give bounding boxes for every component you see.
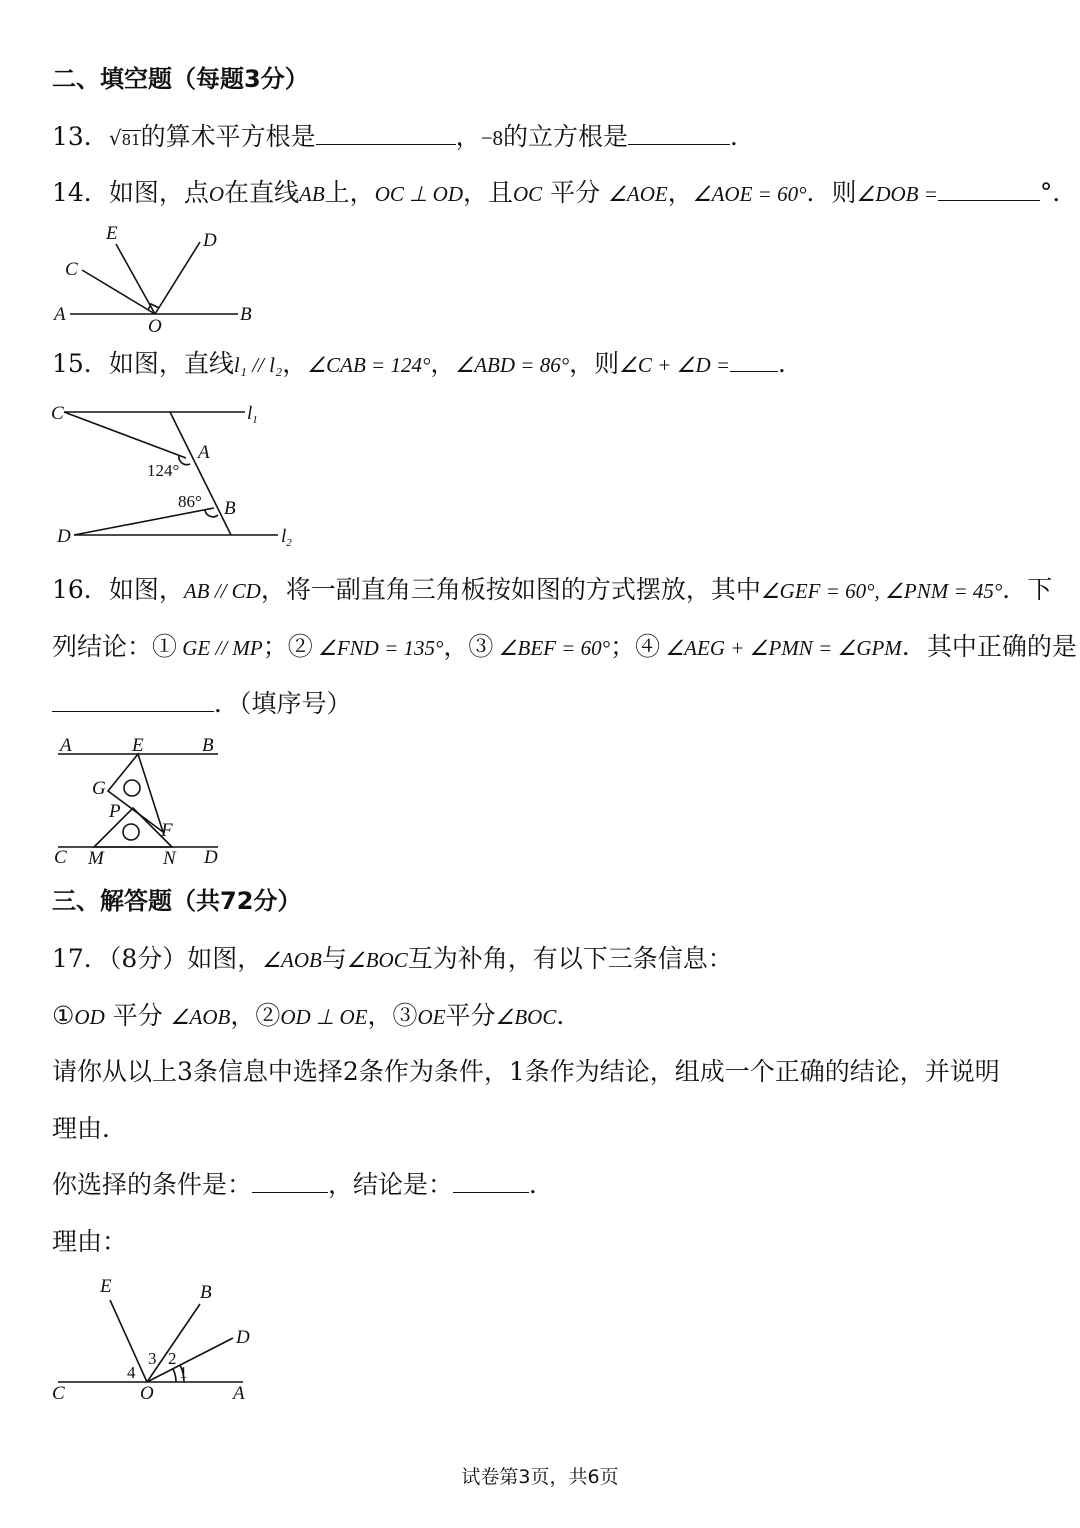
q16-text: ，③: [443, 632, 494, 661]
q17-text: ．: [556, 1001, 582, 1030]
question-17-line-2: [52, 999, 581, 1034]
label-angle-1: 1: [179, 1363, 188, 1382]
condition-blank[interactable]: [252, 1170, 328, 1193]
q14-text: °．: [1039, 178, 1078, 207]
q17-math: OD ⊥ OE: [280, 1005, 368, 1029]
question-number: 16．: [52, 575, 109, 604]
q16-text: ；②: [262, 632, 313, 661]
question-14: [52, 176, 1077, 211]
q16-conclusion-3: ∠BEF = 60°: [493, 636, 611, 660]
q14-math: AB: [299, 182, 325, 206]
q15-math: l₁ // l₂: [233, 353, 283, 377]
label-c: C: [52, 1383, 65, 1404]
q14-text: ．则: [806, 178, 857, 207]
q16-text: ，将一副直角三角板按如图的方式摆放，其中: [260, 575, 761, 604]
label-a: A: [198, 442, 210, 463]
q14-text: ，: [667, 178, 693, 207]
q15-math: ∠ABD = 86°: [455, 353, 570, 377]
q17-text: ，②: [230, 1001, 281, 1030]
q14-text: ，且: [462, 178, 513, 207]
q17-figure: [50, 1272, 270, 1407]
question-number: 13．: [52, 122, 109, 151]
q14-text: 上，: [324, 178, 375, 207]
q17-text: ，结论是：: [328, 1170, 454, 1199]
label-l2-base: l: [281, 526, 287, 547]
label-p: P: [109, 801, 121, 822]
q13-text-3: 的立方根是: [503, 122, 629, 151]
question-17-line-1: [52, 942, 733, 977]
label-m: M: [88, 848, 104, 869]
label-f: F: [161, 820, 173, 841]
ray-od: [147, 1338, 233, 1382]
question-15: [52, 347, 803, 382]
q15-text: ，则: [569, 349, 620, 378]
q15-math: ∠CAB = 124°: [307, 353, 431, 377]
q14-math: ∠AOE = 60°: [692, 182, 807, 206]
q16-figure: [50, 732, 240, 872]
label-a: A: [54, 304, 66, 325]
label-b: B: [200, 1282, 212, 1303]
q16-conclusion-2: ∠FND = 135°: [312, 636, 444, 660]
label-l2-sub: 2: [286, 537, 292, 549]
label-e: E: [100, 1276, 112, 1297]
q16-text: 如图，: [108, 575, 184, 604]
q17-math: ∠AOB: [262, 948, 322, 972]
label-c: C: [54, 847, 67, 868]
q17-text: 你选择的条件是：: [52, 1170, 253, 1199]
q17-text: 与: [321, 944, 347, 973]
conclusion-blank[interactable]: [453, 1170, 529, 1193]
q17-math: ∠AOB: [170, 1005, 231, 1029]
q14-math: OC ⊥ OD: [374, 182, 463, 206]
q14-math: ∠DOB =: [856, 182, 938, 206]
label-b: B: [202, 735, 214, 756]
label-e: E: [132, 735, 144, 756]
q17-math: ∠BOC: [346, 948, 408, 972]
q17-math: OD: [74, 1005, 105, 1029]
answer-blank[interactable]: [730, 349, 778, 372]
q13-text-2: ，: [455, 122, 481, 151]
question-17-line-5: [52, 1168, 554, 1202]
label-124: 124°: [147, 461, 180, 480]
label-b: B: [240, 304, 252, 325]
q14-text: 在直线: [224, 178, 300, 207]
angle-arc-b: [205, 510, 218, 517]
q14-math: OC: [513, 182, 543, 206]
question-number: 17．: [52, 944, 109, 973]
answer-blank[interactable]: [52, 689, 214, 712]
q14-math: ∠AOE: [608, 182, 668, 206]
q16-conclusion-4: ∠AEG + ∠PMN = ∠GPM: [660, 636, 902, 660]
q13-math-1: −8: [480, 126, 504, 150]
ray-oc: [82, 270, 155, 314]
question-13: [52, 120, 755, 157]
label-d: D: [236, 1327, 250, 1348]
label-angle-3: 3: [148, 1349, 157, 1368]
label-a: A: [60, 735, 72, 756]
q16-text: ．下: [1002, 575, 1053, 604]
ray-oe: [116, 244, 155, 314]
q16-text: ．其中正确的是: [901, 632, 1077, 661]
question-17-line-4: 理由．: [52, 1114, 128, 1143]
label-g: G: [92, 778, 106, 799]
q15-text: ，: [282, 349, 308, 378]
section-2-heading: 二、填空题（每题3分）: [52, 65, 309, 93]
q16-text: ；④: [610, 632, 661, 661]
q15-text: ，: [430, 349, 456, 378]
label-d: D: [204, 847, 218, 868]
q16-text: ．（填序号）: [214, 689, 352, 718]
q17-math: ∠BOC: [495, 1005, 557, 1029]
page-footer: 试卷第3页，共6页: [461, 1466, 619, 1488]
q17-text: （8分）如图，: [108, 944, 263, 973]
answer-blank[interactable]: [628, 122, 730, 145]
label-d: D: [57, 526, 71, 547]
q17-text: 平分: [445, 1001, 496, 1030]
circle-hole-2: [123, 824, 139, 840]
angle-arc-1-inner: [173, 1369, 176, 1382]
sqrt-argument: 81: [121, 131, 141, 149]
q15-text: ．: [778, 349, 804, 378]
label-c: C: [65, 259, 78, 280]
label-l1: [247, 403, 258, 426]
label-b: B: [224, 498, 236, 519]
q13-text-1: 的算术平方根是: [140, 122, 316, 151]
q17-math: OE: [417, 1005, 446, 1029]
sqrt-symbol: √: [108, 126, 122, 150]
answer-blank[interactable]: [938, 178, 1040, 201]
question-number: 14．: [52, 178, 109, 207]
q17-text: ，③: [367, 1001, 418, 1030]
question-16-line-3: [52, 687, 352, 721]
label-d: D: [203, 230, 217, 251]
q15-math: ∠C + ∠D =: [619, 353, 731, 377]
label-o: O: [148, 316, 162, 337]
ray-od: [155, 242, 200, 314]
q17-text: 互为补角，有以下三条信息：: [407, 944, 733, 973]
q14-math: O: [208, 182, 224, 206]
q17-text: ．: [529, 1170, 555, 1199]
q15-text: 如图，直线: [108, 349, 234, 378]
answer-blank[interactable]: [316, 122, 456, 145]
q17-text: ①: [52, 1001, 75, 1030]
label-l1-sub: 1: [252, 414, 258, 426]
section-3-heading: 三、解答题（共72分）: [52, 887, 302, 915]
label-l2: [281, 526, 292, 549]
label-86: 86°: [178, 492, 202, 511]
label-c: C: [51, 403, 64, 424]
question-16-line-1: [52, 573, 1052, 608]
segment-db: [74, 508, 214, 535]
q17-text: 平分: [104, 1001, 171, 1030]
segment-ca: [64, 412, 186, 458]
question-16-line-2: [52, 630, 1077, 665]
q14-figure: [50, 220, 270, 338]
q14-text: 平分: [542, 178, 609, 207]
question-17-line-3: 请你从以上3条信息中选择2条作为条件，1条作为结论，组成一个正确的结论，并说明: [52, 1057, 1000, 1086]
label-o: O: [140, 1383, 154, 1404]
label-a: A: [233, 1383, 245, 1404]
label-e: E: [106, 223, 118, 244]
circle-hole-1: [124, 780, 140, 796]
q15-figure: [50, 398, 300, 548]
label-angle-2: 2: [168, 1349, 177, 1368]
label-l1-base: l: [247, 403, 253, 424]
q16-math: AB // CD: [183, 579, 261, 603]
question-17-line-6: 理由：: [52, 1227, 128, 1256]
q16-text: 列结论：①: [52, 632, 178, 661]
q16-math: ∠GEF = 60°, ∠PNM = 45°: [760, 579, 1003, 603]
question-number: 15．: [52, 349, 109, 378]
q16-conclusion-1: GE // MP: [177, 636, 263, 660]
q13-text-4: ．: [730, 122, 756, 151]
label-n: N: [163, 848, 176, 869]
label-angle-4: 4: [127, 1363, 136, 1382]
q14-text: 如图，点: [108, 178, 209, 207]
